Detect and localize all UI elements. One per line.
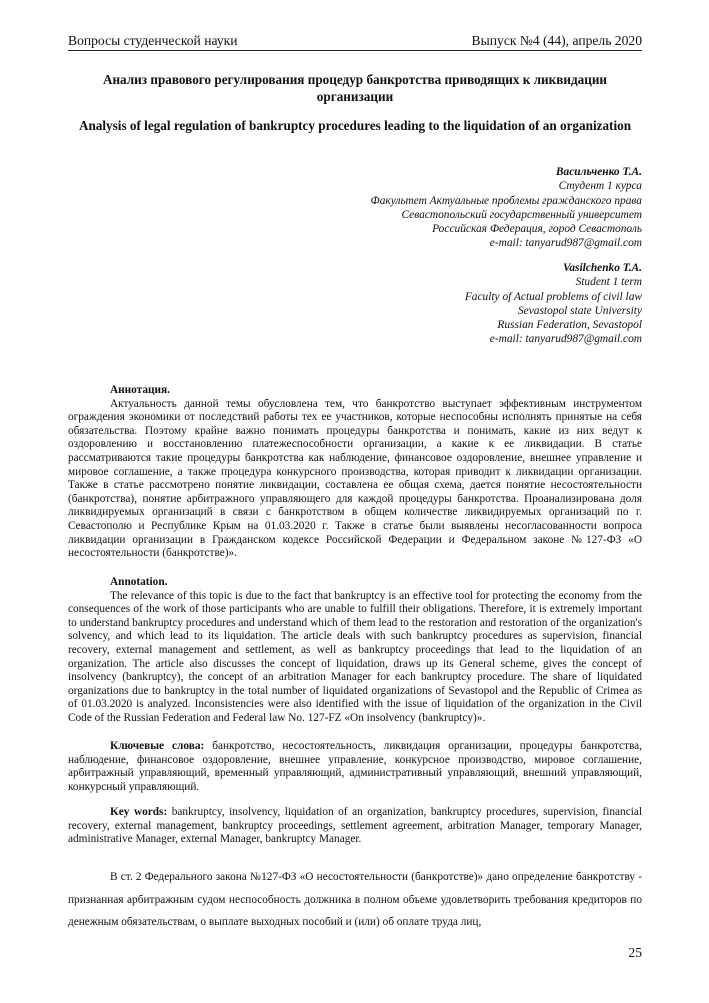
keywords-paragraph [68, 740, 642, 794]
issue-info: Выпуск №4 (44), апрель 2020 [471, 33, 642, 48]
author-location: Russian Federation, Sevastopol [497, 319, 642, 332]
author-name: Vasilchenko T.A. [562, 262, 642, 274]
body-paragraph: В ст. 2 Федерального закона №127-ФЗ «О несостоятельности (банкротстве)» дано определение банкротству - признанная арбитражным судом неспособность должника в полном объеме удовлетворить требования кредиторов по денежным обязательствам, о выплате выходных пособий и (или) об оплате труда лиц, [68, 871, 642, 928]
keywords-russian [68, 740, 642, 794]
keywords-label: Ключевые слова: [110, 740, 205, 752]
author-block-english [68, 261, 642, 347]
author-position: Student 1 term [575, 276, 642, 289]
keywords-label: Key words: [110, 806, 168, 818]
author-name: Васильченко Т.А. [555, 166, 642, 178]
author-email: e-mail: tanyarud987@gmail.com [489, 333, 642, 346]
title-english: Analysis of legal regulation of bankruptcy procedures leading to the liquidation of an organization [78, 118, 632, 133]
abstract-english [68, 576, 642, 726]
keywords-english [68, 806, 642, 847]
title-russian: Анализ правового регулирования процедур банкротства приводящих к ликвидации организации [102, 72, 608, 104]
keywords-text: bankruptcy, insolvency, liquidation of an organization, bankruptcy procedures, supervision, financial recovery, external management, bankruptcy proceedings, settlement agreement, arbitration Manager, temporary Manager, administrative Manager, external Manager, bankruptcy Manager. [68, 806, 643, 846]
author-faculty: Факультет Актуальные проблемы гражданского права [370, 194, 642, 207]
keywords-paragraph [68, 806, 642, 847]
author-position: Студент 1 курса [558, 180, 642, 193]
author-location: Российская Федерация, город Севастополь [432, 223, 642, 236]
author-university: Sevastopol state University [517, 304, 642, 317]
journal-name: Вопросы студенческой науки [68, 33, 238, 48]
page-number: 25 [628, 945, 642, 960]
author-university: Севастопольский государственный университет [401, 208, 642, 221]
author-faculty: Faculty of Actual problems of civil law [464, 290, 642, 303]
abstract-text: The relevance of this topic is due to the fact that bankruptcy is an effective tool for protecting the economy from the consequences of the work of those participants who are unable to fulfill their obligations. Therefore, it is extremely important to understand bankruptcy procedures and understand which of them lead to the restoration and restoration of the organization's solvency, and which lead to its liquidation. The article deals with such bankruptcy procedures as supervision, financial recovery, external management and settlement, as well as bankruptcy proceedings that lead to the liquidation of an organization. The article also discusses the concept of liquidation, draws up its General scheme, gives the concept of insolvency (bankruptcy), the concept of an arbitration Manager for each bankruptcy procedure. The share of liquidated organizations due to bankruptcy in the total number of liquidated organizations of Sevastopol and the Republic of Crimea as of 01.03.2020 is analyzed. Inconsistencies were also identified with the issue of liquidation of the organization in the Civil Code of the Russian Federation and Federal law No. 127-FZ «On insolvency (bankruptcy)». [68, 589, 642, 724]
running-header [68, 33, 642, 49]
abstract-russian [68, 384, 642, 561]
header-rule [68, 50, 642, 51]
abstract-heading: Аннотация. [110, 384, 170, 396]
author-email: e-mail: tanyarud987@gmail.com [489, 237, 642, 250]
body-text [68, 866, 642, 934]
abstract-heading: Annotation. [110, 576, 168, 588]
author-block-russian [68, 165, 642, 251]
abstract-text: Актуальность данной темы обусловлена тем, что банкротство выступает эффективным инструментом ограждения экономики от последствий работы тех ее участников, которые неспособны исполнять принятые на себя обязательства. Поэтому крайне важно понимать процедуры банкротства и понимать, какие из них ведут к оздоровлению и восстановлению платежеспособности организации, а какие к ее ликвидации. В статье рассматриваются такие процедуры банкротства как наблюдение, финансовое оздоровление, внешнее управление и мировое соглашение, а также процедура конкурсного производства, которая приводит к ликвидации организации. Также в статье рассмотрено понятие ликвидации, составлена ее общая схема, дается понятие несостоятельности (банкротства), понятие арбитражного управляющего для каждой процедуры банкротства. Проанализирована доля ликвидируемых организаций в связи с банкротством в общем количестве ликвидируемых организаций по г. Севастополю и Республике Крым на 01.03.2020 г. Также в статье были выявлены несогласованности вопроса ликвидации организации в Гражданском кодексе Российской Федерации и Федеральном законе №127-ФЗ «О несостоятельности (банкротстве)». [68, 397, 642, 560]
keywords-text: банкротство, несостоятельность, ликвидация организации, процедуры банкротства, наблюдение, финансовое оздоровление, внешнее управление, конкурсное производство, мировое соглашение, арбитражный управляющий, временный управляющий, административный управляющий, внешний управляющий, конкурсный управляющий. [68, 740, 642, 793]
